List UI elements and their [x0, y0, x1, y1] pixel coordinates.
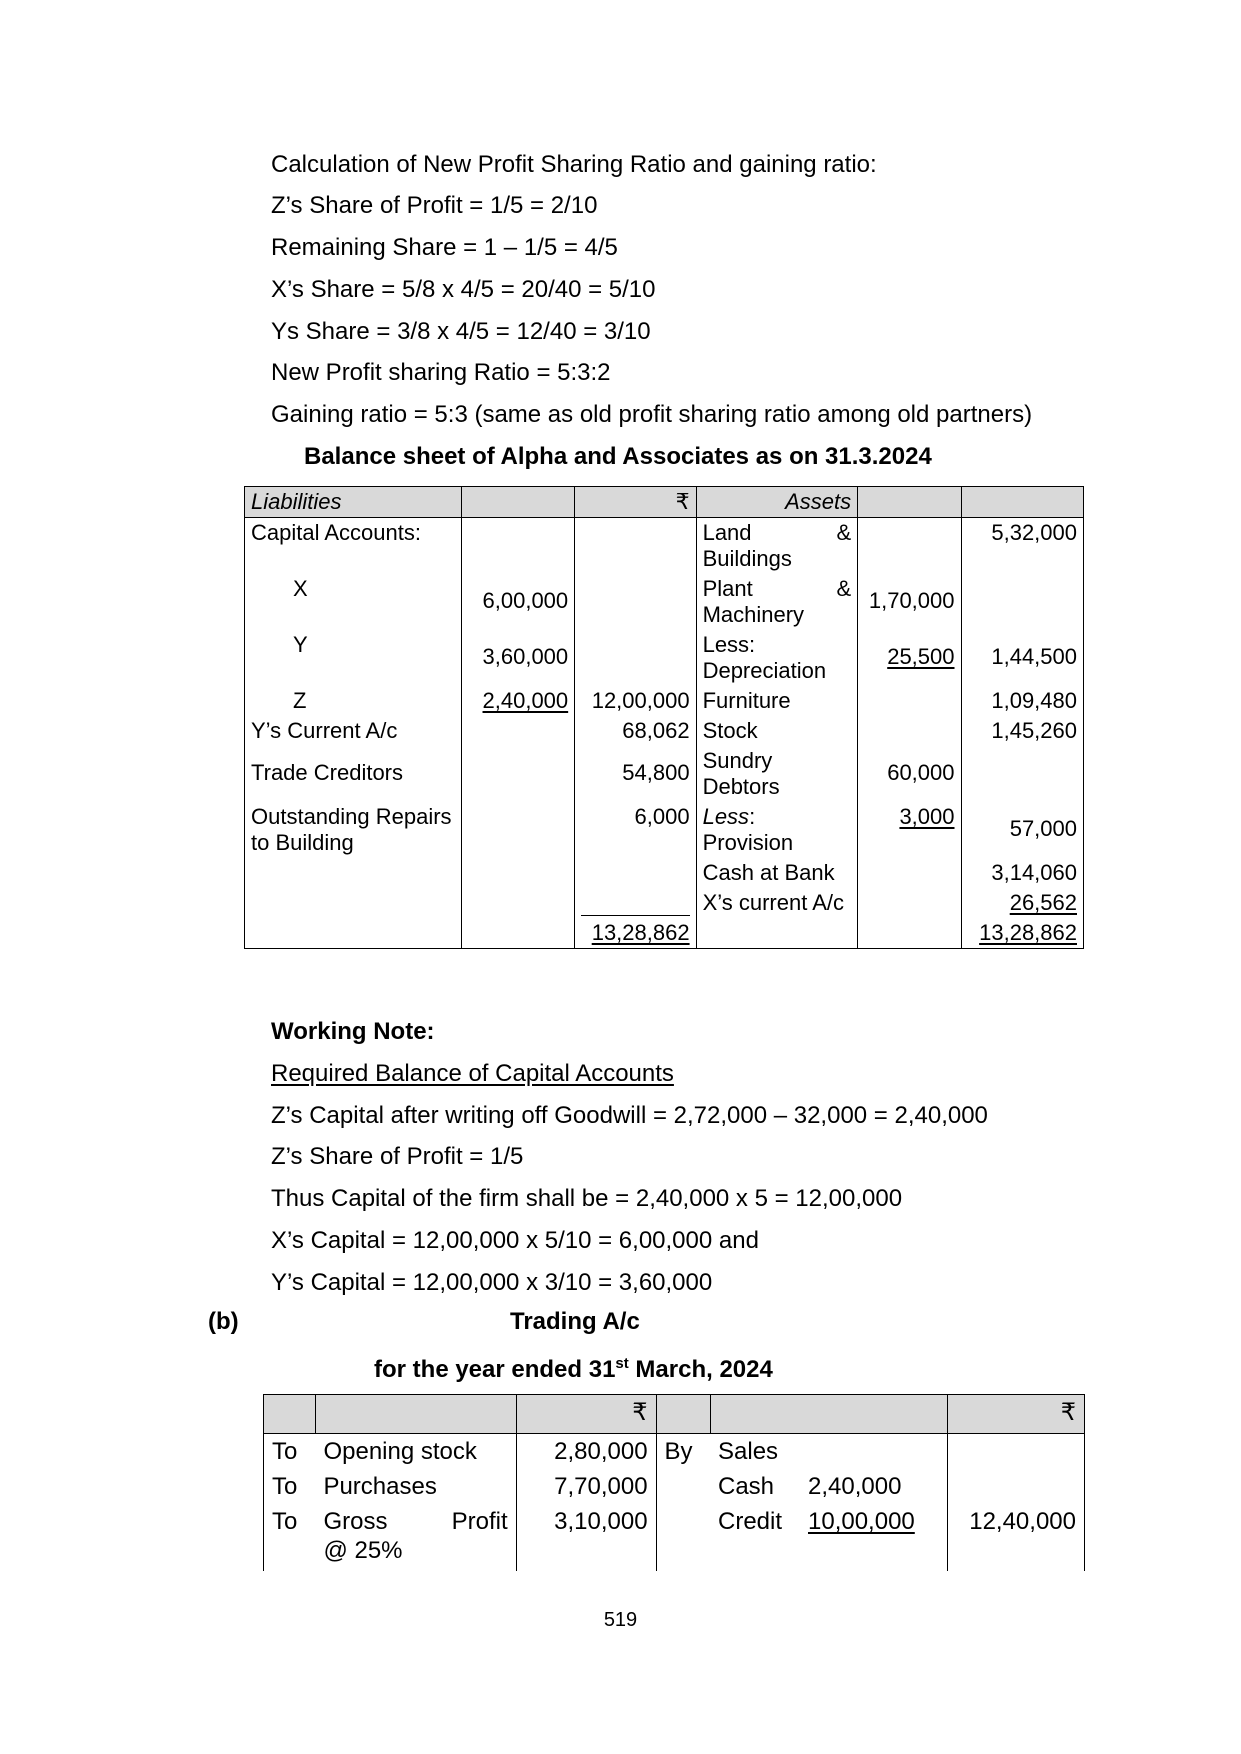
intro-line: X’s Share = 5/8 x 4/5 = 20/40 = 5/10: [271, 276, 656, 303]
intro-heading: Calculation of New Profit Sharing Ratio and gaining ratio:: [271, 151, 877, 178]
working-note-line: Thus Capital of the firm shall be = 2,40,000 x 5 = 12,00,000: [271, 1185, 903, 1212]
less-provision-label: Less: Provision: [696, 802, 858, 858]
x-current-account-label: X’s current A/c: [696, 888, 858, 918]
furniture-label: Furniture: [696, 686, 858, 716]
depreciation-amount: 25,500: [887, 644, 955, 669]
partner-y-label: Y: [245, 630, 462, 686]
assets-total: 13,28,862: [979, 920, 1077, 945]
table-row: [245, 686, 1084, 716]
table-row: [245, 574, 1084, 630]
currency-symbol: ₹: [516, 1395, 656, 1434]
page-number: 519: [603, 1609, 638, 1631]
x-current-account-amount: 26,562: [1009, 890, 1077, 915]
less-depreciation-label: Less: Depreciation: [696, 630, 858, 686]
partner-z-label: Z: [245, 686, 462, 716]
balance-sheet-title: Balance sheet of Alpha and Associates as on 31.3.2024: [304, 443, 932, 470]
assets-header: Assets: [696, 487, 858, 518]
cash-sales: Cash 2,40,000: [710, 1469, 948, 1504]
gross-profit-amount: 3,10,000: [516, 1504, 656, 1571]
furniture-amount: 1,09,480: [961, 686, 1084, 716]
gross-profit-label: Gross Profit @ 25%: [315, 1504, 516, 1571]
sales-total: 12,40,000: [948, 1504, 1085, 1571]
working-note-line: Y’s Capital = 12,00,000 x 3/10 = 3,60,000: [271, 1269, 713, 1296]
y-current-account-label: Y’s Current A/c: [245, 716, 462, 746]
plant-net-amount: 1,44,500: [961, 630, 1084, 686]
land-buildings-label: Land & Buildings: [696, 518, 858, 575]
intro-line: Remaining Share = 1 – 1/5 = 4/5: [271, 234, 618, 261]
plant-machinery-label: Plant & Machinery: [696, 574, 858, 630]
intro-line: Ys Share = 3/8 x 4/5 = 12/40 = 3/10: [271, 318, 651, 345]
sundry-debtors-label: Sundry Debtors: [696, 746, 858, 802]
partner-x-label: X: [245, 574, 462, 630]
intro-line: New Profit sharing Ratio = 5:3:2: [271, 359, 611, 386]
outstanding-repairs-label: Outstanding Repairs to Building: [245, 802, 462, 858]
working-note-line: X’s Capital = 12,00,000 x 5/10 = 6,00,000 and: [271, 1227, 759, 1254]
stock-label: Stock: [696, 716, 858, 746]
by-label: By: [656, 1434, 710, 1470]
part-b-label: (b): [208, 1308, 239, 1335]
liabilities-total: 13,28,862: [591, 920, 690, 945]
total-row: [245, 918, 1084, 949]
cash-at-bank-amount: 3,14,060: [961, 858, 1084, 888]
y-current-account-amount: 68,062: [575, 716, 696, 746]
partner-y-capital: 3,60,000: [461, 630, 574, 686]
capital-accounts-label: Capital Accounts:: [245, 518, 462, 575]
table-row: [245, 858, 1084, 888]
balance-sheet-table: [244, 486, 1084, 949]
trading-account-table: [263, 1394, 1085, 1571]
intro-line: Z’s Share of Profit = 1/5 = 2/10: [271, 192, 598, 219]
trading-account-subtitle: for the year ended 31st March, 2024: [374, 1355, 773, 1383]
divider: [581, 895, 689, 916]
intro-line: Gaining ratio = 5:3 (same as old profit sharing ratio among old partners): [271, 401, 1033, 428]
opening-stock-amount: 2,80,000: [516, 1434, 656, 1470]
table-header-row: [245, 487, 1084, 518]
table-row: [264, 1504, 1085, 1571]
purchases-amount: 7,70,000: [516, 1469, 656, 1504]
currency-symbol: ₹: [948, 1395, 1085, 1434]
provision-amount: 3,000: [899, 804, 955, 829]
working-note-line: Z’s Capital after writing off Goodwill = 2,72,000 – 32,000 = 2,40,000: [271, 1102, 988, 1129]
trade-creditors-label: Trade Creditors: [245, 746, 462, 802]
partner-x-capital: 6,00,000: [461, 574, 574, 630]
table-header-row: [264, 1395, 1085, 1434]
sales-label: Sales: [710, 1434, 948, 1470]
table-row: [245, 630, 1084, 686]
currency-symbol: ₹: [575, 487, 696, 518]
sundry-debtors-amount: 60,000: [858, 746, 961, 802]
liabilities-header: Liabilities: [245, 487, 462, 518]
cash-at-bank-label: Cash at Bank: [696, 858, 858, 888]
table-row: [245, 518, 1084, 575]
debtors-net-amount: 57,000: [961, 802, 1084, 858]
capital-total: 12,00,000: [575, 686, 696, 716]
to-label: To: [264, 1434, 316, 1470]
table-row: [245, 746, 1084, 802]
working-note-line: Z’s Share of Profit = 1/5: [271, 1143, 524, 1170]
outstanding-repairs-amount: 6,000: [575, 802, 696, 858]
trading-account-title: Trading A/c: [510, 1308, 640, 1335]
table-row: [245, 716, 1084, 746]
trade-creditors-amount: 54,800: [575, 746, 696, 802]
to-label: To: [264, 1469, 316, 1504]
table-row: [245, 888, 1084, 918]
land-buildings-amount: 5,32,000: [961, 518, 1084, 575]
table-row: [264, 1469, 1085, 1504]
to-label: To: [264, 1504, 316, 1571]
working-note-heading: Working Note:: [271, 1018, 435, 1045]
purchases-label: Purchases: [315, 1469, 516, 1504]
credit-sales: Credit 10,00,000: [710, 1504, 948, 1571]
opening-stock-label: Opening stock: [315, 1434, 516, 1470]
partner-z-capital: 2,40,000: [482, 688, 569, 713]
plant-machinery-amount: 1,70,000: [858, 574, 961, 630]
stock-amount: 1,45,260: [961, 716, 1084, 746]
table-row: [245, 802, 1084, 858]
table-row: [264, 1434, 1085, 1470]
working-note-subheading: Required Balance of Capital Accounts: [271, 1060, 674, 1087]
